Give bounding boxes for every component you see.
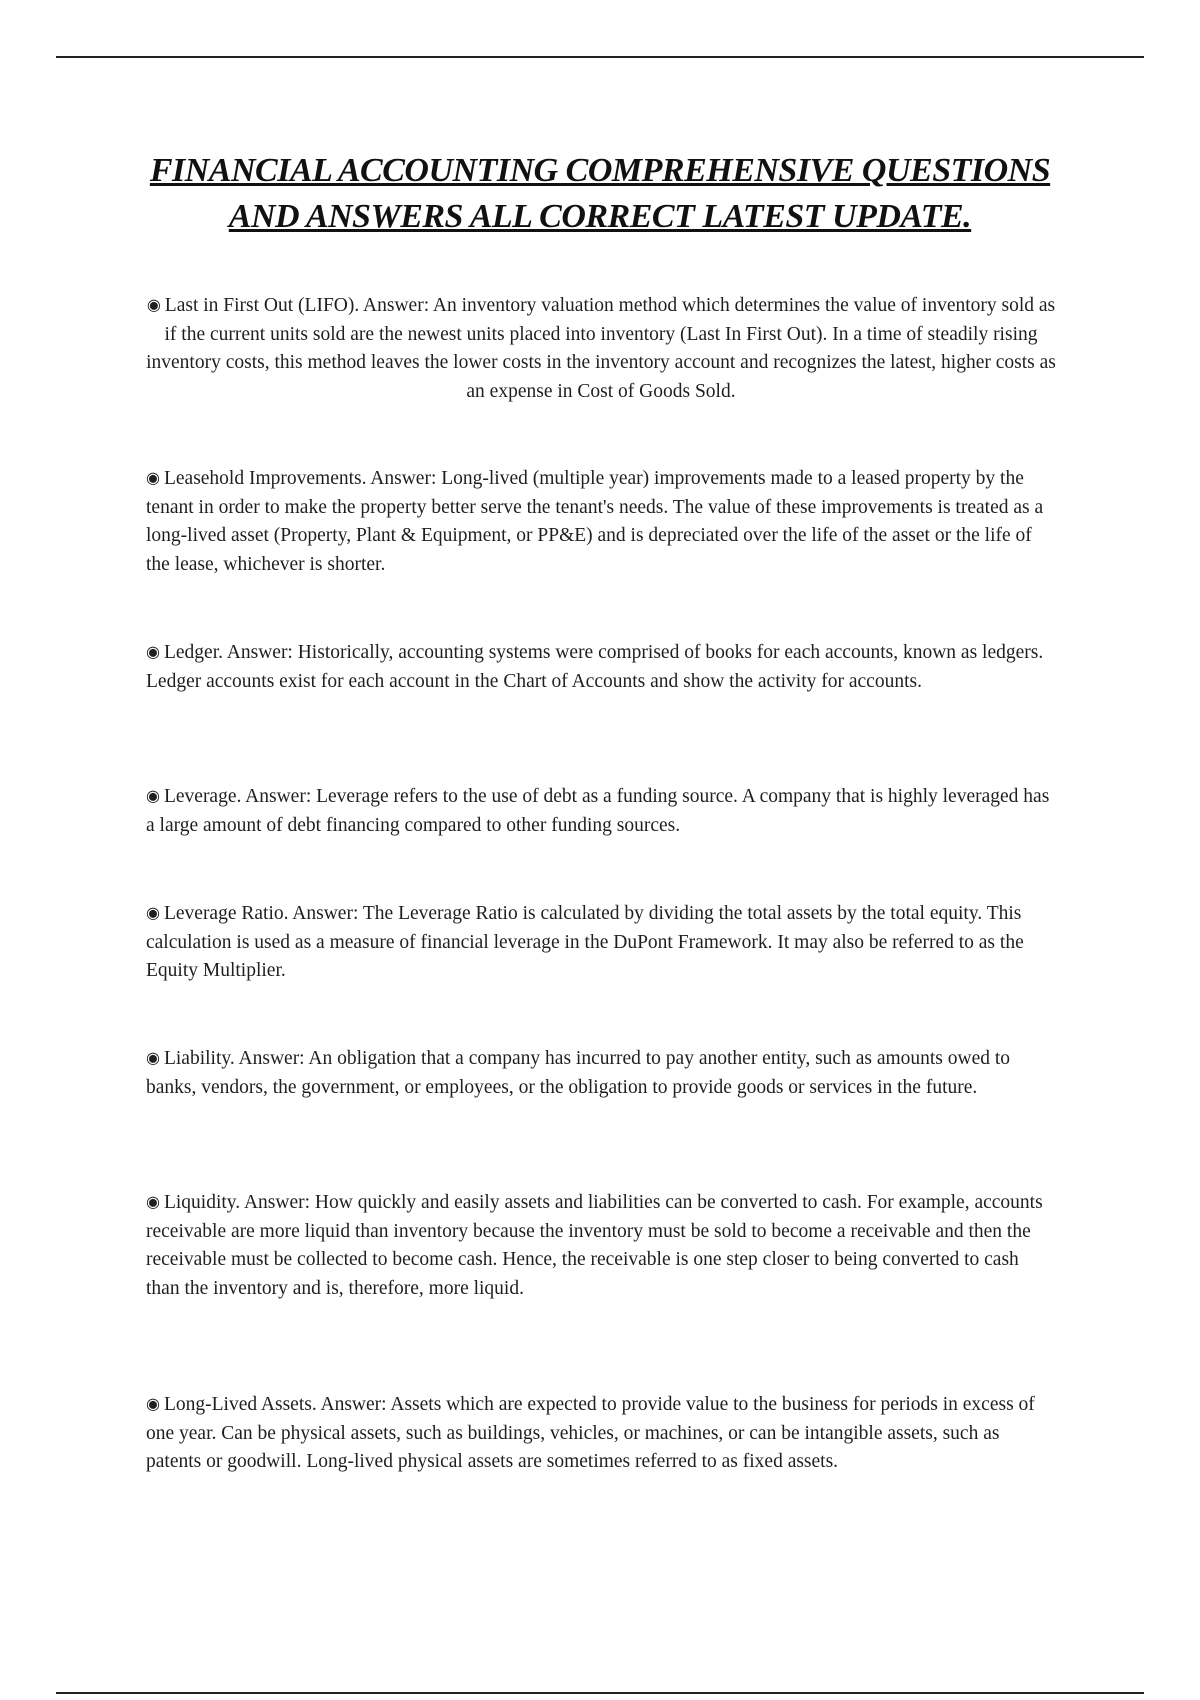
qa-entry-liquidity <box>146 1189 1056 1303</box>
bullet-icon: ◉ <box>146 644 160 661</box>
entry-text: Ledger. Answer: Historically, accounting systems were comprised of books for each accounts, known as ledgers. Ledger accounts exist for each account in the Chart of Accounts and show the activity for accounts. <box>146 642 1044 692</box>
bottom-divider <box>56 1692 1144 1694</box>
title-line-1: FINANCIAL ACCOUNTING COMPREHENSIVE QUESTIONS <box>149 152 1051 189</box>
bullet-icon: ◉ <box>146 1396 160 1413</box>
document-title <box>100 148 1100 240</box>
bullet-icon: ◉ <box>146 470 160 487</box>
qa-entry-ledger <box>146 639 1056 696</box>
entry-text: Long-Lived Assets. Answer: Assets which are expected to provide value to the business for periods in excess of one year. Can be physical assets, such as buildings, vehicles, or machines, or can be intangible assets, such as patents or goodwill. Long-lived physical assets are sometimes referred to as fixed assets. <box>146 1394 1035 1472</box>
top-divider <box>56 56 1144 58</box>
qa-entry-long-lived-assets <box>146 1391 1056 1477</box>
bullet-icon: ◉ <box>146 1194 160 1211</box>
entry-text: Leverage. Answer: Leverage refers to the use of debt as a funding source. A company that is highly leveraged has a large amount of debt financing compared to other funding sources. <box>146 786 1050 836</box>
qa-entry-leasehold-improvements <box>146 465 1056 579</box>
entry-text: Last in First Out (LIFO). Answer: An inventory valuation method which determines the value of inventory sold as if the current units sold are the newest units placed into inventory (Last In First Out). In a time of steadily rising inventory costs, this method leaves the lower costs in the inventory account and recognizes the latest, higher costs as an expense in Cost of Goods Sold. <box>146 295 1056 402</box>
bullet-icon: ◉ <box>146 788 160 805</box>
entry-text: Leasehold Improvements. Answer: Long-lived (multiple year) improvements made to a leased property by the tenant in order to make the property better serve the tenant's needs. The value of these improvements is treated as a long-lived asset (Property, Plant & Equipment, or PP&E) and is depreciated over the life of the asset or the life of the lease, whichever is shorter. <box>146 468 1044 575</box>
qa-entry-leverage-ratio <box>146 900 1056 986</box>
entry-text: Liquidity. Answer: How quickly and easily assets and liabilities can be converted to cash. For example, accounts receivable are more liquid than inventory because the inventory must be sold to become a receivable and then the receivable must be collected to become cash. Hence, the receivable is one step closer to being converted to cash than the inventory and is, therefore, more liquid. <box>146 1192 1043 1299</box>
bullet-icon: ◉ <box>146 1050 160 1067</box>
qa-entry-leverage <box>146 783 1056 840</box>
bullet-icon: ◉ <box>146 905 160 922</box>
entry-text: Liability. Answer: An obligation that a company has incurred to pay another entity, such as amounts owed to banks, vendors, the government, or employees, or the obligation to provide goods or services in the future. <box>146 1048 1011 1098</box>
entry-text: Leverage Ratio. Answer: The Leverage Ratio is calculated by dividing the total assets by the total equity. This calculation is used as a measure of financial leverage in the DuPont Framework. It may also be referred to as the Equity Multiplier. <box>146 903 1024 981</box>
bullet-icon: ◉ <box>146 297 161 314</box>
qa-entry-liability <box>146 1045 1056 1102</box>
qa-entry-lifo <box>146 292 1056 406</box>
title-line-2: AND ANSWERS ALL CORRECT LATEST UPDATE. <box>228 198 972 235</box>
